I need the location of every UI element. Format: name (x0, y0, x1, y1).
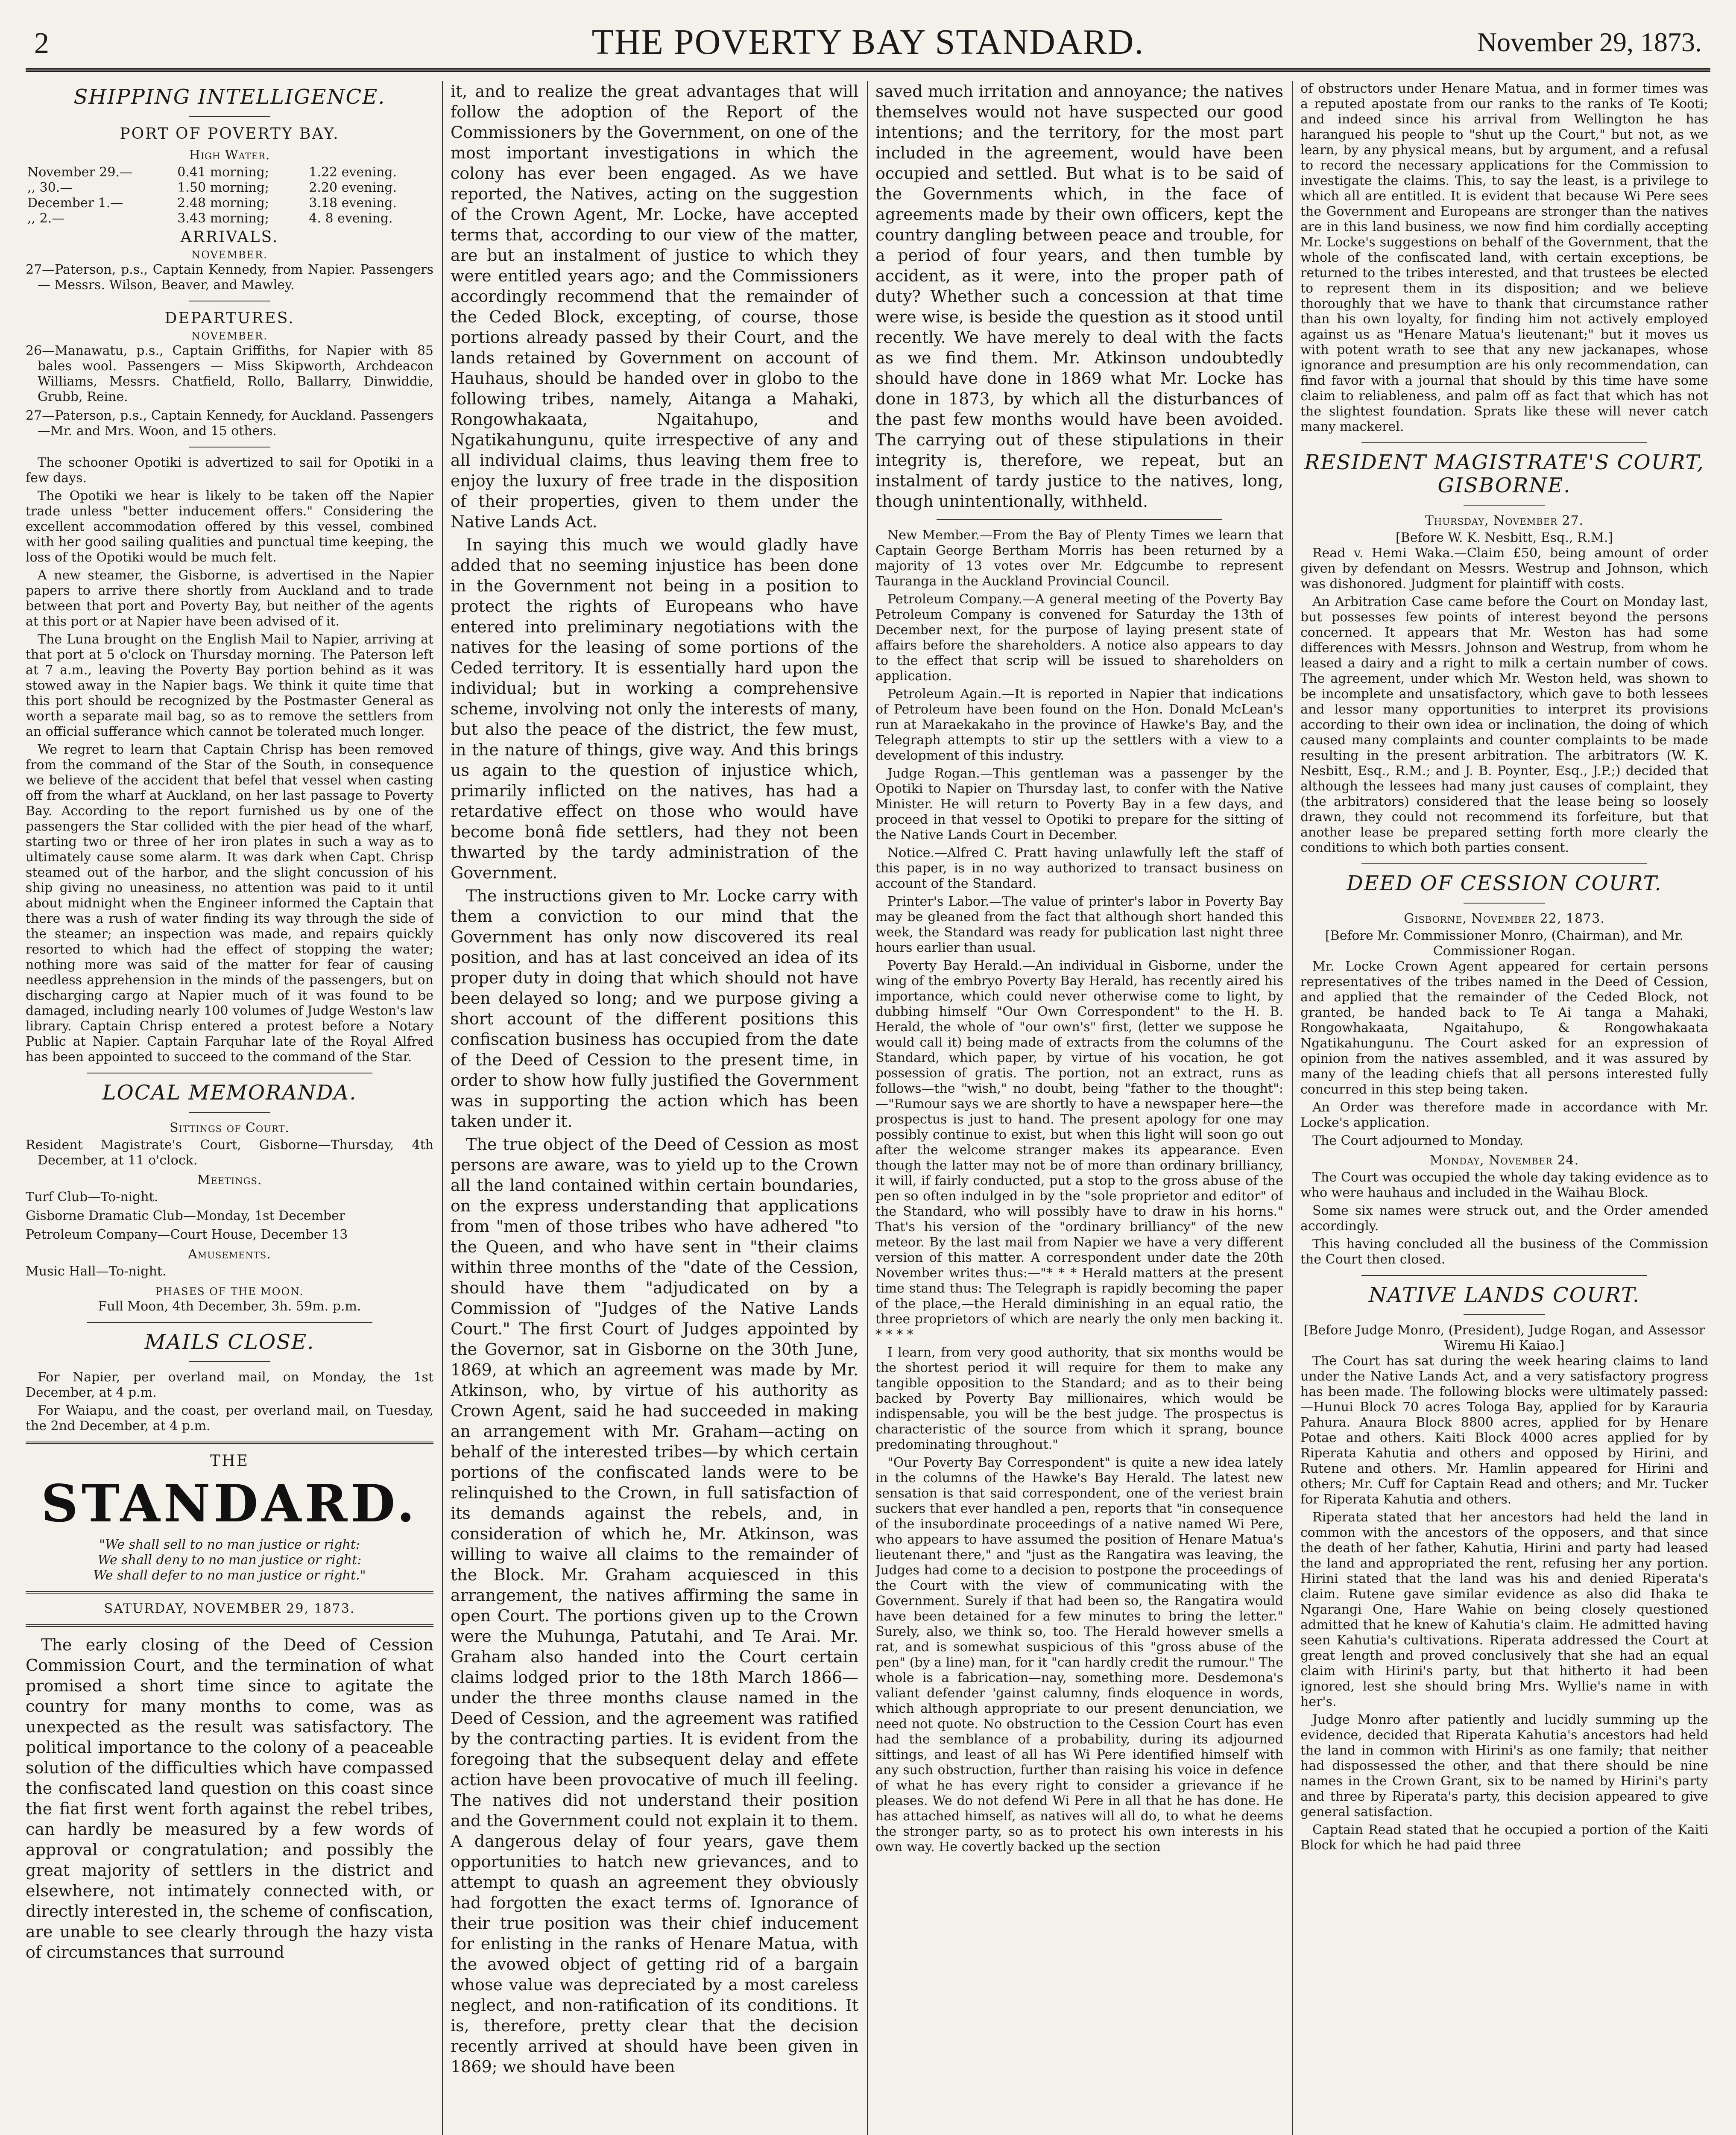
native-court-paragraph: Riperata stated that her ancestors had held the land in common with the ancestors of the opposers, and that since the death of her father, Kahutia, Hirini and party had leased the land and appropriated the rent, refusing her any portion. Hirini stated that the land was his and denied Riperata's claim. Rutene gave similar evidence as also did Ihaka te Ngarangi One, Hare Wahie on being closely questioned admitted that he knew of Kahutia's claim. He admitted having seen Kahutia's cultivations. Riperata addressed the Court at great length and proved conclusively that she had an equal claim with Hirini's party, but that hitherto it had been ignored, lest she should bring Mrs. Wyllie's name in with her's. (1300, 1510, 1708, 1709)
native-court-paragraph: Judge Monro after patiently and lucidly summing up the evidence, decided that Riperata Kahutia's ancestors had held the land in common with Hirini's as one family; that neither had dispossessed the other, and that there should be nine names in the Crown Grant, six to be named by Hirini's party and three by Riperata's party, this decision appeared to give general satisfaction. (1300, 1712, 1708, 1819)
divider (189, 1361, 270, 1362)
arrivals-heading: ARRIVALS. (180, 228, 279, 246)
newspaper-title: THE POVERTY BAY STANDARD. (591, 22, 1145, 62)
motto-line: We shall deny to no man justice or right: (97, 1553, 362, 1568)
cession-court-paragraph: Mr. Locke Crown Agent appeared for certain persons representatives of the tribes named in the Deed of Cession, and applied that the remainder of the Ceded Block, not granted, be handed back to Te Ai tanga a Mahaki, Rongowhakaata, Ngaitahupo, & Rongowhakaata Ngatikahungunu. The Court asked for an expression of opinion from the natives assembled, and it was assured by many of the leading chiefs that all persons interested fully concurred in this step being taken. (1300, 959, 1708, 1097)
rm-court-date: Thursday, November 27. (1425, 513, 1584, 528)
cession-court-before: [Before Mr. Commissioner Monro, (Chairman), and Mr. Commissioner Rogan. (1325, 928, 1684, 959)
rm-court-before: [Before W. K. Nesbitt, Esq., R.M.] (1395, 530, 1613, 545)
amusement-entry: Music Hall—To-night. (26, 1264, 167, 1279)
departures-heading: DEPARTURES. (164, 310, 295, 327)
cession-court-heading: DEED OF CESSION COURT. (1347, 872, 1662, 895)
cession-court-paragraph: This having concluded all the business of the Commission the Court then closed. (1300, 1237, 1708, 1267)
divider (189, 116, 270, 117)
editorial-part-3: saved much irritation and annoyance; the natives themselves would not have suspected our good intentions; and the territory, for the most part included in the agreement, would have been occupied and settled. But what is to be said of the Governments which, in the face of agreements made by their own officers, kept the country dangling between peace and trouble, for a period of four years, and then tumble by accident, as it were, into the proper path of duty? Whether such a concession at that time were wise, is beside the question as it stood until recently. We have merely to deal with the facts as we find them. Mr. Atkinson undoubtedly should have done in 1869 what Mr. Locke has done in 1873, by which all the disturbances of the past few months would have been avoided. The carrying out of these stipulations in their integrity is, therefore, we repeat, but an instalment of tardy justice to the natives, long, though unintentionally, withheld. (875, 82, 1283, 511)
standard-logo: STANDARD. (41, 1474, 418, 1534)
news-item: New Member.—From the Bay of Plenty Times we learn that Captain George Bertham Morris has been returned by a majority of 13 votes over Mr. Edgcumbe to represent Tauranga in the Auckland Provincial Council. (875, 528, 1283, 589)
shipping-note: The Opotiki we hear is likely to be taken off the Napier trade unless "better inducement offers." Considering the excellent accommodation offered by this vessel, combined with her good sailing qualities and punctual time keeping, the loss of the Opotiki would be much felt. (26, 488, 433, 565)
amusements-heading: Amusements. (188, 1247, 271, 1262)
news-item: Petroleum Again.—It is reported in Napier that indications of Petroleum have been found on the Hon. Donald McLean's run at Maraekakaho in the province of Hawke's Bay, and the Telegraph attempts to stir up the settlers with a view to a development of this industry. (875, 687, 1283, 763)
shipping-note: We regret to learn that Captain Chrisp has been removed from the command of the Star of the South, in consequence we believe of the accident that befel that vessel when casting off from the wharf at Auckland, on her last passage to Poverty Bay. According to the report furnished us by one of the passengers the Star collided with the pier head of the wharf, starting two or three of her iron plates in such a way as to ultimately cause some alarm. It was dark when Capt. Chrisp steamed out of the harbor, and the slight concussion of his ship giving no uneasiness, no attention was paid to it until about midnight when the Engineer informed the Captain that there was a rush of water finding its way through the side of the steamer; an inspection was made, and repairs quickly resorted to which had the effect of stopping the water; nothing more was said of the matter for fear of causing needless apprehension in the minds of the passengers, but on discharging cargo at Napier much of it was found to be damaged, including nearly 100 volumes of Judge Weston's law library. Captain Chrisp entered a protest before a Notary Public at Napier. Captain Farquhar late of the Royal Alfred has been appointed to succeed to the command of the Star. (26, 742, 433, 1065)
meetings-heading: Meetings. (197, 1173, 262, 1187)
meeting-entry: Petroleum Company—Court House, December 13 (26, 1227, 348, 1242)
cession-court-date: Gisborne, November 22, 1873. (1404, 911, 1605, 926)
native-court-heading: NATIVE LANDS COURT. (1368, 1283, 1640, 1307)
divider (1464, 505, 1545, 506)
divider (26, 1442, 433, 1444)
mail-entry: For Napier, per overland mail, on Monday, the 1st December, at 4 p.m. (26, 1370, 433, 1400)
motto-line: We shall defer to no man justice or right." (93, 1568, 366, 1583)
column-rule (867, 81, 868, 2135)
arrival-entry: 27—Paterson, p.s., Captain Kennedy, from Napier. Passengers — Messrs. Wilson, Beaver, and Mawley. (26, 262, 433, 292)
shipping-heading: SHIPPING INTELLIGENCE. (73, 85, 386, 109)
news-item: Notice.—Alfred C. Pratt having unlawfully left the staff of this paper, is in no way authorized to transact business on account of the Standard. (875, 845, 1283, 891)
news-item: I learn, from very good authority, that six months would be the shortest period it will require for them to make any tangible opposition to the Standard; and as to their being backed by Poverty Bay millionaires, which would be indispensable, you will be the best judge. The prospectus is characteristic of the source from which it sprang, bounce predominating throughout." (875, 1345, 1283, 1452)
rm-court-paragraph: Read v. Hemi Waka.—Claim £50, being amount of order given by defendant on Messrs. Westrup and Johnson, which was dishonored. Judgment for plaintiff with costs. (1300, 546, 1708, 591)
port-heading: PORT OF POVERTY BAY. (120, 125, 340, 143)
divider (1464, 903, 1545, 904)
moon-heading: PHASES OF THE MOON. (155, 1286, 304, 1298)
sittings-entry: Resident Magistrate's Court, Gisborne—Thursday, 4th December, at 11 o'clock. (26, 1138, 433, 1168)
news-item: Judge Rogan.—This gentleman was a passenger by the Opotiki to Napier on Thursday last, to confer with the Native Minister. He will return to Poverty Bay in a few days, and proceed in that vessel to Opotiki to prepare for the sitting of the Native Lands Court in December. (875, 766, 1283, 842)
shipping-note: A new steamer, the Gisborne, is advertised in the Napier papers to arrive there shortly from Auckland and to trade between that port and Poverty Bay, but neither of the agents at this port or at Napier have been advised of it. (26, 568, 433, 629)
tide-row: ,, 30.— 1.50 morning; 2.20 evening. (27, 180, 397, 195)
rm-court-paragraph: An Arbitration Case came before the Court on Monday last, but possesses few points of interest beyond the persons concerned. It appears that Mr. Weston has had some differences with Messrs. Johnson and Westrup, from whom he leased a dairy and a right to milk a certain number of cows. The agreement, under which Mr. Weston held, was shown to be incomplete and unsatisfactory, which gave to both lessees and lessor many opportunities to interpret its provisions according to their own idea or inclination, the doing of which caused many complaints and counter complaints to be made resulting in the present arbitration. The arbitrators (W. K. Nesbitt, Esq., R.M.; and J. B. Poynter, Esq., J.P.;) decided that although the lessees had many just causes of complaint, they (the arbitrators) considered that the lease being so loosely drawn, they could not recommend its forfeiture, but that another lease be prepared setting forth more clearly the conditions to which both parties consent. (1300, 594, 1708, 855)
shipping-note: The schooner Opotiki is advertized to sail for Opotiki in a few days. (26, 455, 433, 485)
divider (937, 519, 1222, 520)
departure-entry: 26—Manawatu, p.s., Captain Griffiths, for Napier with 85 bales wool. Passengers — Miss Skipworth, Archdeacon Williams, Messrs. Chatfield, Rollo, Ballarry, Dinwiddie, Grubb, Reine. (26, 343, 433, 404)
mail-entry: For Waiapu, and the coast, per overland mail, on Tuesday, the 2nd December, at 4 p.m. (26, 1403, 433, 1433)
news-item: Printer's Labor.—The value of printer's labor in Poverty Bay may be gleaned from the fact that although short handed this week, the Standard was ready for publication last night three hours earlier than usual. (875, 894, 1283, 955)
rm-court-heading: RESIDENT MAGISTRATE'S COURT, GISBORNE. (1304, 450, 1704, 497)
tide-row: ,, 2.— 3.43 morning; 4. 8 evening. (27, 211, 393, 226)
tide-table (26, 165, 433, 226)
divider (87, 1322, 372, 1323)
page-number: 2 (34, 27, 49, 60)
divider (189, 1112, 270, 1113)
standard-the: THE (210, 1452, 249, 1470)
tide-row: December 1.— 2.48 morning; 3.18 evening. (27, 196, 397, 211)
motto-line: "We shall sell to no man justice or right: (99, 1537, 360, 1552)
native-court-paragraph: The Court has sat during the week hearing claims to land under the Native Lands Act, and a very satisfactory progress has been made. The following blocks were ultimately passed:—Hunui Block 70 acres Tologa Bay, applied for by Karauria Pahura. Anaura Block 8800 acres, applied for by Henare Potae and others. Kaiti Block 4000 acres applied for by Riperata Kahutia and others and opposed by Hirini, and Rutene and others. Mr. Hamlin appeared for Hirini and others; Mr. Cuff for Captain Read and others; and Mr. Tucker for Riperata Kahutia and others. (1300, 1354, 1708, 1507)
column-3 (875, 81, 1283, 2135)
cession-court-paragraph: Some six names were struck out, and the Order amended accordingly. (1300, 1203, 1708, 1234)
editorial-paragraph: In saying this much we would gladly have added that no seeming injustice has been done in the Government not being in a position to protect the rights of Europeans who have entered into preliminary negotiations with the natives for the leasing of some portions of the Ceded territory. It is essentially hard upon the individual; but in working a comprehensive scheme, involving not only the interests of many, but also the peace of the district, the few must, in the nature of things, give way. And this brings us again to the question of injustice which, primarily inflicted on the natives, has had a retardative effect on those who would have become bonâ fide settlers, had they not been thwarted by the tardy administration of the Government. (451, 535, 858, 882)
memoranda-heading: LOCAL MEMORANDA. (102, 1081, 357, 1105)
editorial-part-1: The early closing of the Deed of Cession Commission Court, and the termination of what promised a short time since to agitate the country for many months to come, was as unexpected as the result was satisfactory. The political importance to the colony of a peaceable solution of the difficulties which have compassed the confiscated land question on this coast since the fiat first went forth against the rebel tribes, can hardly be measured by a few words of approval or congratulation; and possibly the great majority of settlers in the district and elsewhere, not intimately connected with, or directly interested in, the scheme of confiscation, are unable to see clearly through the hazy vista of circumstances that surround (26, 1635, 433, 1962)
meeting-entry: Gisborne Dramatic Club—Monday, 1st December (26, 1208, 345, 1223)
editorial-paragraph: The instructions given to Mr. Locke carry with them a conviction to our mind that the Government has only now discovered its real position, and has at last conceived an idea of its proper duty in doing that which should not have been delayed so long; and we purpose giving a short account of the different positions this confiscation business has occupied from the date of the Deed of Cession to the present time, in order to show how fully justified the Government was in supporting the action which has been taken under it. (451, 886, 858, 1131)
newspaper-page (26, 17, 1710, 2135)
cession-court-paragraph: An Order was therefore made in accordance with Mr. Locke's application. (1300, 1100, 1708, 1130)
cession-court-paragraph: The Court adjourned to Monday. (1312, 1133, 1524, 1148)
column-2 (451, 81, 858, 2135)
editorial-continued: of obstructors under Henare Matua, and in former times was a reputed apostate from our ranks to the ranks of Te Kooti; and indeed since his arrival from Wellington he has harangued his people to "shut up the Court," but not, as we learn, by any physical means, but by argument, and a refusal to record the necessary applications for the Commission to investigate the claims. This, to say the least, is a privilege to which all are entitled. It is evident that because Wi Pere sees the Government and Europeans are stronger than the natives are in this land business, we now find him cordially accepting Mr. Locke's suggestions on behalf of the Government, that the whole of the confiscated land, with certain exceptions, be returned to the tribes interested, and that trustees be elected to represent them in its disposition; and we believe thoroughly that we have to thank that circumstance rather than his own loyalty, for finding him not actively employed against us as "Henare Matua's lieutenant;" but it moves us with potent wrath to see that any new jackanapes, whose ignorance and presumption are his only recommendation, can find favor with a journal that should by this time have some claim to reliableness, and palm off as fact that which has not the slightest foundation. Sprats like these will never catch many mackerel. (1300, 81, 1708, 434)
arrivals-month: NOVEMBER. (191, 249, 268, 261)
divider (1361, 442, 1647, 443)
issue-date: November 29, 1873. (1477, 27, 1702, 57)
tide-row: November 29.— 0.41 morning; 1.22 evening. (27, 165, 397, 180)
departures-month: NOVEMBER. (191, 330, 268, 342)
divider (1361, 863, 1647, 864)
native-court-paragraph: Captain Read stated that he occupied a portion of the Kaiti Block for which he had paid three (1300, 1822, 1708, 1853)
divider (1361, 1275, 1647, 1276)
meeting-entry: Turf Club—To-night. (26, 1190, 158, 1205)
standard-date: SATURDAY, NOVEMBER 29, 1873. (104, 1601, 355, 1616)
news-item: Poverty Bay Herald.—An individual in Gisborne, under the wing of the embryo Poverty Bay Herald, has recently aired his importance, which could never otherwise come to light, by dubbing himself "Our Own Correspondent" to the H. B. Herald, the whole of "our own's" first, (letter we suppose he would call it) being made of extracts from the columns of the Standard, which paper, by virtue of his vocation, he got possession of gratis. The portion, not an extract, runs as follows—the "wish," no doubt, being "father to the thought":—"Rumour says we are shortly to have a newspaper here—the prospectus is just to hand. The present apology for one may possibly continue to exist, but when this light will soon go out after the welcome stranger makes its appearance. Even though the latter may not be of more than ordinary brilliancy, it will, if fairly conducted, put a stop to the gross abuse of the pen so often indulged in by the "sole proprietor and editor" of the Standard, who will possibly have to draw in his horns." That's his version of the "ordinary brilliancy" of the new meteor. By the last mail from Napier we have a very different version of this matter. A correspondent under date the 20th November writes thus:—"* * * Herald matters at the present time stand thus: The Telegraph is rapidly becoming the paper of the place,—the Herald diminishing in an equal ratio, the three proprietors of which are nearly the only men backing it. * * * * (875, 958, 1283, 1342)
divider (26, 1591, 433, 1594)
column-rule (442, 81, 443, 2135)
column-rule (1292, 81, 1293, 2135)
column-4 (1300, 81, 1708, 2135)
shipping-note: The Luna brought on the English Mail to Napier, arriving at that port at 5 o'clock on Thursday morning. The Paterson left at 7 a.m., leaving the Poverty Bay portion behind as it was stowed away in the Napier bags. We think it quite time that this port should be recognized by the Postmaster General as worth a separate mail bag, so as to remove the settlers from an official sufferance which cannot be tolerated much longer. (26, 632, 433, 739)
high-water-heading: High Water. (189, 148, 270, 163)
cession-court-monday: Monday, November 24. (1429, 1153, 1579, 1168)
editorial-paragraph: it, and to realize the great advantages that will follow the adoption of the Report of the Commissioners by the Government, on one of the most important investigations in which the colony has ever been engaged. As we have reported, the Natives, acting on the suggestion of the Crown Agent, Mr. Locke, have accepted terms that, according to our view of the matter, are but an instalment of justice to which they were entitled years ago; and the Commissioners accordingly recommend that the remainder of the Ceded Block, excepting, of course, those portions already passed by their Court, and the lands retained by Government on account of Hauhaus, should be handed over in globo to the following tribes, namely, Aitanga a Mahaki, Rongowhakaata, Ngaitahupo, and Ngatikahungunu, quite irrespective of any and all individual claims, thus leaving them free to enjoy the luxury of free trade in the disposition of their properties, given to them under the Native Lands Act. (451, 82, 858, 531)
mails-heading: MAILS CLOSE. (144, 1330, 315, 1354)
native-court-before: [Before Judge Monro, (President), Judge Rogan, and Assessor Wiremu Hi Kaiao.] (1303, 1323, 1705, 1353)
editorial-paragraph: The true object of the Deed of Cession as most persons are aware, was to yield up to the Crown all the land contained within certain boundaries, on the express understanding that applications from "men of those tribes who have adhered "to the Queen, and who have sent in "their claims within three months of the "date of the Cession, should have them "adjudicated on by a Commission of "Judges of the Native Lands Court." The first Court of Judges appointed by the Governor, sat in Gisborne on the 30th June, 1869, at which an agreement was made by Mr. Atkinson, who, by virtue of his authority as Crown Agent, said he had succeeded in making an arrangement with Mr. Graham—acting on behalf of the interested tribes—by which certain portions of the confiscated lands were to be relinquished to the Crown, in full satisfaction of its demands against the rebels, and, in consideration of which he, Mr. Atkinson, was willing to waive all claims to the remainder of the Block. Mr. Graham acquiesced in this arrangement, the natives affirming the same in open Court. The portions given up to the Crown were the Muhunga, Patutahi, and Te Arai. Mr. Graham also handed into the Court certain claims lodged prior to the 18th March 1866—under the three months clause named in the Deed of Cession, and the agreement was ratified by the contracting parties. It is evident from the foregoing that the subsequent delay and effete action have been provocative of much ill feeling. The natives did not understand their position and the Government could not explain it to them. A dangerous delay of four years, gave them opportunities to hatch new grievances, and to attempt to quash an agreement they obviously had forgotten the exact terms of. Ignorance of their true position was their chief inducement for enlisting in the ranks of Henare Matua, with the avowed object of getting rid of a bargain whose value was depreciated by a most careless neglect, and non-ratification of its conditions. It is, therefore, pretty clear that the decision recently arrived at should have been given in 1869; we should have been (451, 1135, 858, 2076)
sittings-heading: Sittings of Court. (170, 1120, 290, 1135)
departure-entry: 27—Paterson, p.s., Captain Kennedy, for Auckland. Passengers—Mr. and Mrs. Woon, and 15 others. (26, 408, 433, 439)
cession-court-paragraph: The Court was occupied the whole day taking evidence as to who were hauhaus and included in the Waihau Block. (1300, 1170, 1708, 1200)
news-item: "Our Poverty Bay Correspondent" is quite a new idea lately in the columns of the Hawke's Bay Herald. The latest new sensation is that said correspondent, one of the veriest brain suckers that ever handled a pen, reports that "in consequence of the insubordinate proceedings of a native named Wi Pere, who appears to have assumed the position of Henare Matua's lieutenant there," and "just as the Rangatira was leaving, the Judges had come to a decision to postpone the proceedings of the Court with the view of communicating with the Government. Surely if that had been so, the Rangatira would have been detained for a few minutes to bring the letter." Surely, also, we think so, too. The Herald however smells a rat, and is somewhat suspicious of this "gross abuse of the pen" (by a line) man, for it "can hardly credit the rumour." The whole is a fabrication—nay, something more. Desdemona's valiant defender 'gainst calumny, finds eloquence in words, which although appropriate to our present denunciation, we need not quote. No obstruction to the Cession Court has even had the semblance of a probability, during its adjourned sittings, and least of all has Wi Pere identified himself with any such obstruction, further than raising his voice in defence of what he has every right to consider a grievance if he pleases. We do not defend Wi Pere in all that he has done. He has attached himself, as natives will all do, to what he deems the stronger party, so as to protect his own interests in his own way. He covertly backed up the section (875, 1455, 1283, 1854)
news-item: Petroleum Company.—A general meeting of the Poverty Bay Petroleum Company is convened for Saturday the 13th of December next, for the purpose of laying present state of affairs before the shareholders. A notice also appears to day to the effect that scrip will be issued to shareholders on application. (875, 592, 1283, 684)
moon-entry: Full Moon, 4th December, 3h. 59m. p.m. (98, 1299, 361, 1314)
divider (1464, 1314, 1545, 1315)
column-1 (26, 81, 433, 2135)
masthead (26, 17, 1710, 72)
divider (26, 1624, 433, 1627)
